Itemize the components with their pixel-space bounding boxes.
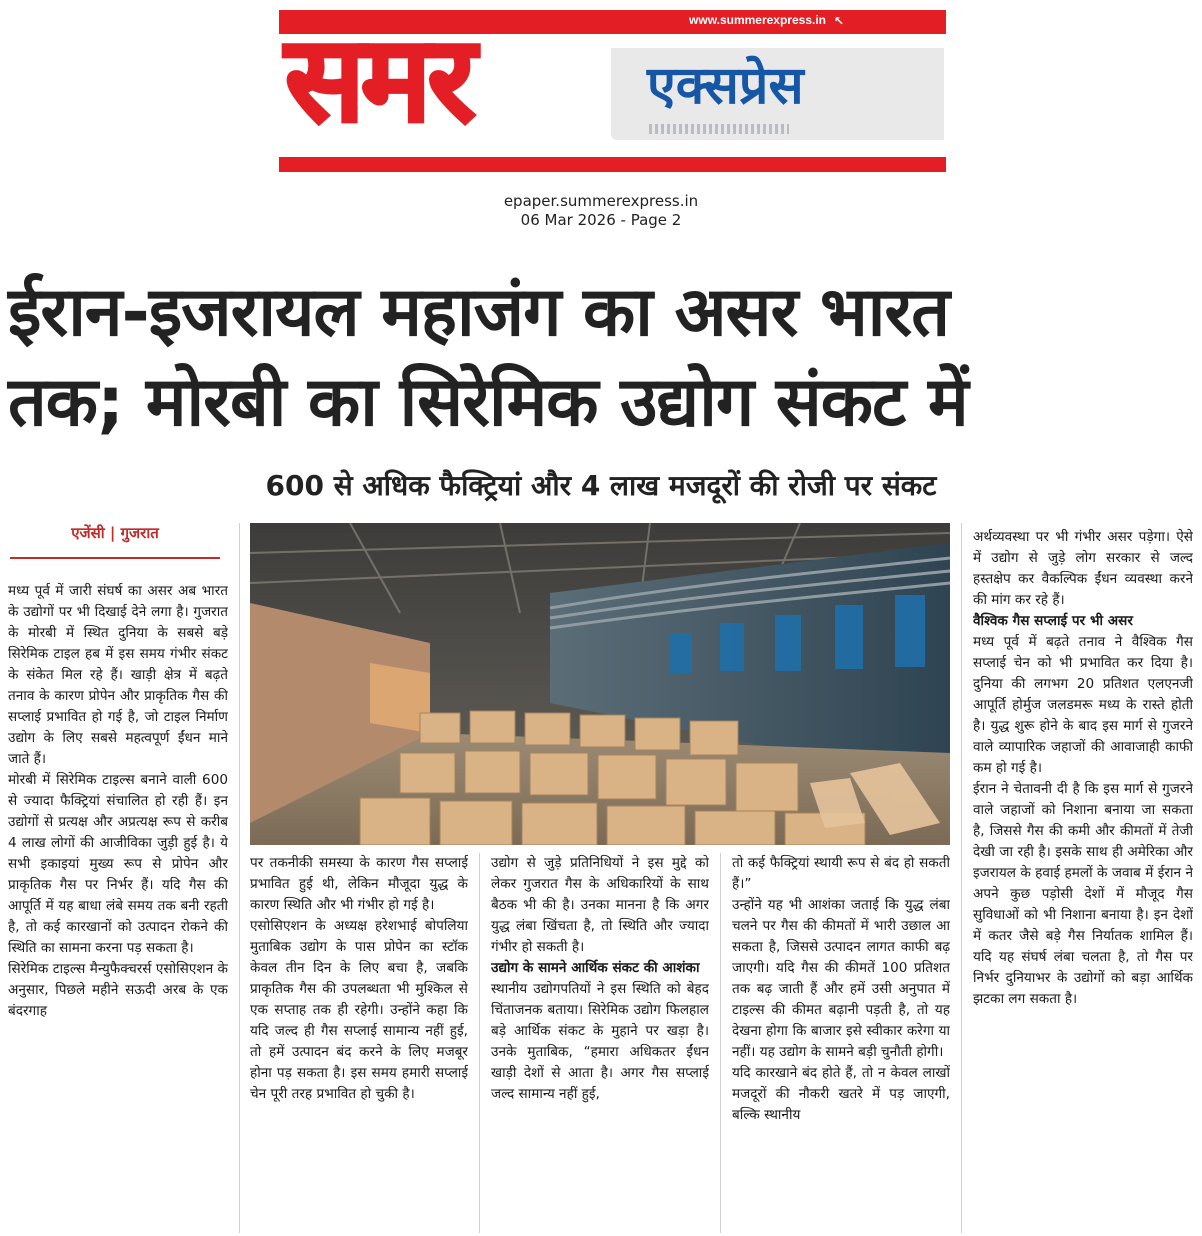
section-heading: उद्योग के सामने आर्थिक संकट की आशंका xyxy=(491,960,700,976)
column-divider xyxy=(479,853,480,1233)
paragraph: मध्य पूर्व में बढ़ते तनाव ने वैश्विक गैस सप्लाई चेन को भी प्रभावित कर दिया है। दुनिया की लगभग 20 प्रतिशत एलएनजी आपूर्ति होर्मुज जलडमरू मध्य के रास्ते होती है। युद्ध शुरू होने के बाद इस मार्ग से गुजरने वाले व्यापारिक जहाजों की आवाजाही काफी कम हो गई है। xyxy=(973,634,1193,776)
masthead-url[interactable]: www.summerexpress.in xyxy=(689,13,826,27)
edition-date-page: 06 Mar 2026 - Page 2 xyxy=(520,211,682,229)
masthead-logo xyxy=(279,10,946,172)
article-column-3 xyxy=(491,853,709,1233)
article-column-1 xyxy=(8,581,228,1233)
article-photo-factory xyxy=(250,523,950,845)
article-column-5 xyxy=(973,527,1193,1233)
paragraph: स्थानीय उद्योगपतियों ने इस स्थिति को बेहद चिंताजनक बताया। सिरेमिक उद्योग फिलहाल बड़े आर्थिक संकट के मुहाने पर खड़ा है। उनके मुताबिक, “हमारा अधिकतर ईंधन खाड़ी देशों से आता है। अगर गैस सप्लाई जल्द सामान्य नहीं हुई, xyxy=(491,981,709,1102)
paragraph: सिरेमिक टाइल्स मैन्युफैक्चरर्स एसोसिएशन के अनुसार, पिछले महीने सऊदी अरब के एक बंदरगाह xyxy=(8,961,228,1019)
section-heading: वैश्विक गैस सप्लाई पर भी असर xyxy=(973,613,1133,629)
headline xyxy=(8,268,1198,448)
byline-rule xyxy=(10,557,220,559)
masthead-bottom-bar xyxy=(279,157,946,172)
masthead-hatch-decoration xyxy=(649,124,789,134)
masthead-title: समर xyxy=(285,10,472,148)
subheadline: 600 से अधिक फैक्ट्रियां और 4 लाख मजदूरों की रोजी पर संकट xyxy=(265,469,937,502)
edition-site[interactable]: epaper.summerexpress.in xyxy=(503,192,699,210)
byline: एजेंसी | गुजरात xyxy=(71,524,159,542)
masthead-subtitle: एक्सप्रेस xyxy=(647,56,804,116)
column-divider xyxy=(961,523,962,1233)
paragraph: यदि कारखाने बंद होते हैं, तो न केवल लाखों मजदूरों की नौकरी खतरे में पड़ जाएगी, बल्कि स्थानीय xyxy=(732,1065,950,1123)
column-divider xyxy=(239,523,240,1233)
paragraph: एसोसिएशन के अध्यक्ष हरेशभाई बोपलिया मुताबिक उद्योग के पास प्रोपेन का स्टॉक केवल तीन दिन के लिए बचा है, जबकि प्राकृतिक गैस की उपलब्धता भी मुश्किल से एक सप्ताह तक ही रहेगी। उन्होंने कहा कि यदि जल्द ही गैस सप्लाई सामान्य नहीं हुई, तो हमें उत्पादन बंद करने के लिए मजबूर होना पड़ सकता है। इस समय हमारी सप्लाई चेन पूरी तरह प्रभावित हो चुकी है। xyxy=(250,918,468,1102)
edition-info xyxy=(0,192,1202,230)
article-column-4 xyxy=(732,853,950,1233)
column-divider xyxy=(720,853,721,1233)
paragraph: उन्होंने यह भी आशंका जताई कि युद्ध लंबा चलने पर गैस की कीमतों में भारी उछाल आ सकता है, जिससे उत्पादन लागत काफी बढ़ जाएगी। यदि गैस की कीमतें 100 प्रतिशत तक बढ़ जाती हैं और हमें उसी अनुपात में टाइल्स की कीमत बढ़ानी पड़ती है, तो यह देखना होगा कि बाजार इसे स्वीकार करेगा या नहीं। यह उद्योग के सामने बड़ी चुनौती होगी। xyxy=(732,897,950,1060)
headline-line-1: ईरान-इजरायल महाजंग का असर भारत xyxy=(8,273,949,352)
paragraph: ईरान ने चेतावनी दी है कि इस मार्ग से गुजरने वाले जहाजों को निशाना बनाया जा सकता है, जिससे गैस की कमी और कीमतों में तेजी देखी जा रही है। इसके साथ ही अमेरिका और इजरायल के हवाई हमलों के जवाब में ईरान ने अपने कुछ पड़ोसी देशों में मौजूद गैस सुविधाओं को भी निशाना बनाया है। इन देशों में कतर जैसे बड़े गैस निर्यातक शामिल हैं। यदि यह संघर्ष लंबा चलता है, तो गैस पर निर्भर दुनियाभर के उद्योगों को बड़ा आर्थिक झटका लग सकता है। xyxy=(973,781,1193,1007)
cursor-arrow-icon: ↖ xyxy=(833,14,844,28)
paragraph: मध्य पूर्व में जारी संघर्ष का असर अब भारत के उद्योगों पर भी दिखाई देने लगा है। गुजरात के मोरबी में स्थित दुनिया के सबसे बड़े सिरेमिक टाइल हब में इस समय गंभीर संकट के संकेत मिल रहे हैं। खाड़ी क्षेत्र में बढ़ते तनाव के कारण प्रोपेन और प्राकृतिक गैस की सप्लाई प्रभावित हो गई है, जो टाइल निर्माण उद्योग के लिए सबसे महत्वपूर्ण ईंधन माने जाते हैं। xyxy=(8,583,228,767)
headline-line-2: तक; मोरबी का सिरेमिक उद्योग संकट में xyxy=(8,363,968,442)
paragraph: अर्थव्यवस्था पर भी गंभीर असर पड़ेगा। ऐसे में उद्योग से जुड़े लोग सरकार से जल्द हस्तक्षेप कर वैकल्पिक ईंधन व्यवस्था करने की मांग कर रहे हैं। xyxy=(973,529,1193,608)
factory-illustration xyxy=(250,523,950,845)
paragraph: मोरबी में सिरेमिक टाइल्स बनाने वाली 600 से ज्यादा फैक्ट्रियां संचालित हो रही हैं। इन उद्योगों से प्रत्यक्ष और अप्रत्यक्ष रूप से करीब 4 लाख लोगों की आजीविका जुड़ी हुई है। ये सभी इकाइयां मुख्य रूप से प्रोपेन और प्राकृतिक गैस पर निर्भर हैं। यदि गैस की आपूर्ति में यह बाधा लंबे समय तक बनी रहती है, तो कई कारखानों को उत्पादन रोकने की स्थिति का सामना करना पड़ सकता है। xyxy=(8,772,228,956)
paragraph: उद्योग से जुड़े प्रतिनिधियों ने इस मुद्दे को लेकर गुजरात गैस के अधिकारियों के साथ बैठक भी की है। उनका मानना है कि अगर युद्ध लंबा खिंचता है, तो स्थिति और ज्यादा गंभीर हो सकती है। xyxy=(491,855,709,955)
article-column-2 xyxy=(250,853,468,1233)
paragraph: तो कई फैक्ट्रियां स्थायी रूप से बंद हो सकती हैं।” xyxy=(732,855,950,892)
paragraph: पर तकनीकी समस्या के कारण गैस सप्लाई प्रभावित हुई थी, लेकिन मौजूदा युद्ध के कारण स्थिति और भी गंभीर हो गई है। xyxy=(250,855,468,913)
